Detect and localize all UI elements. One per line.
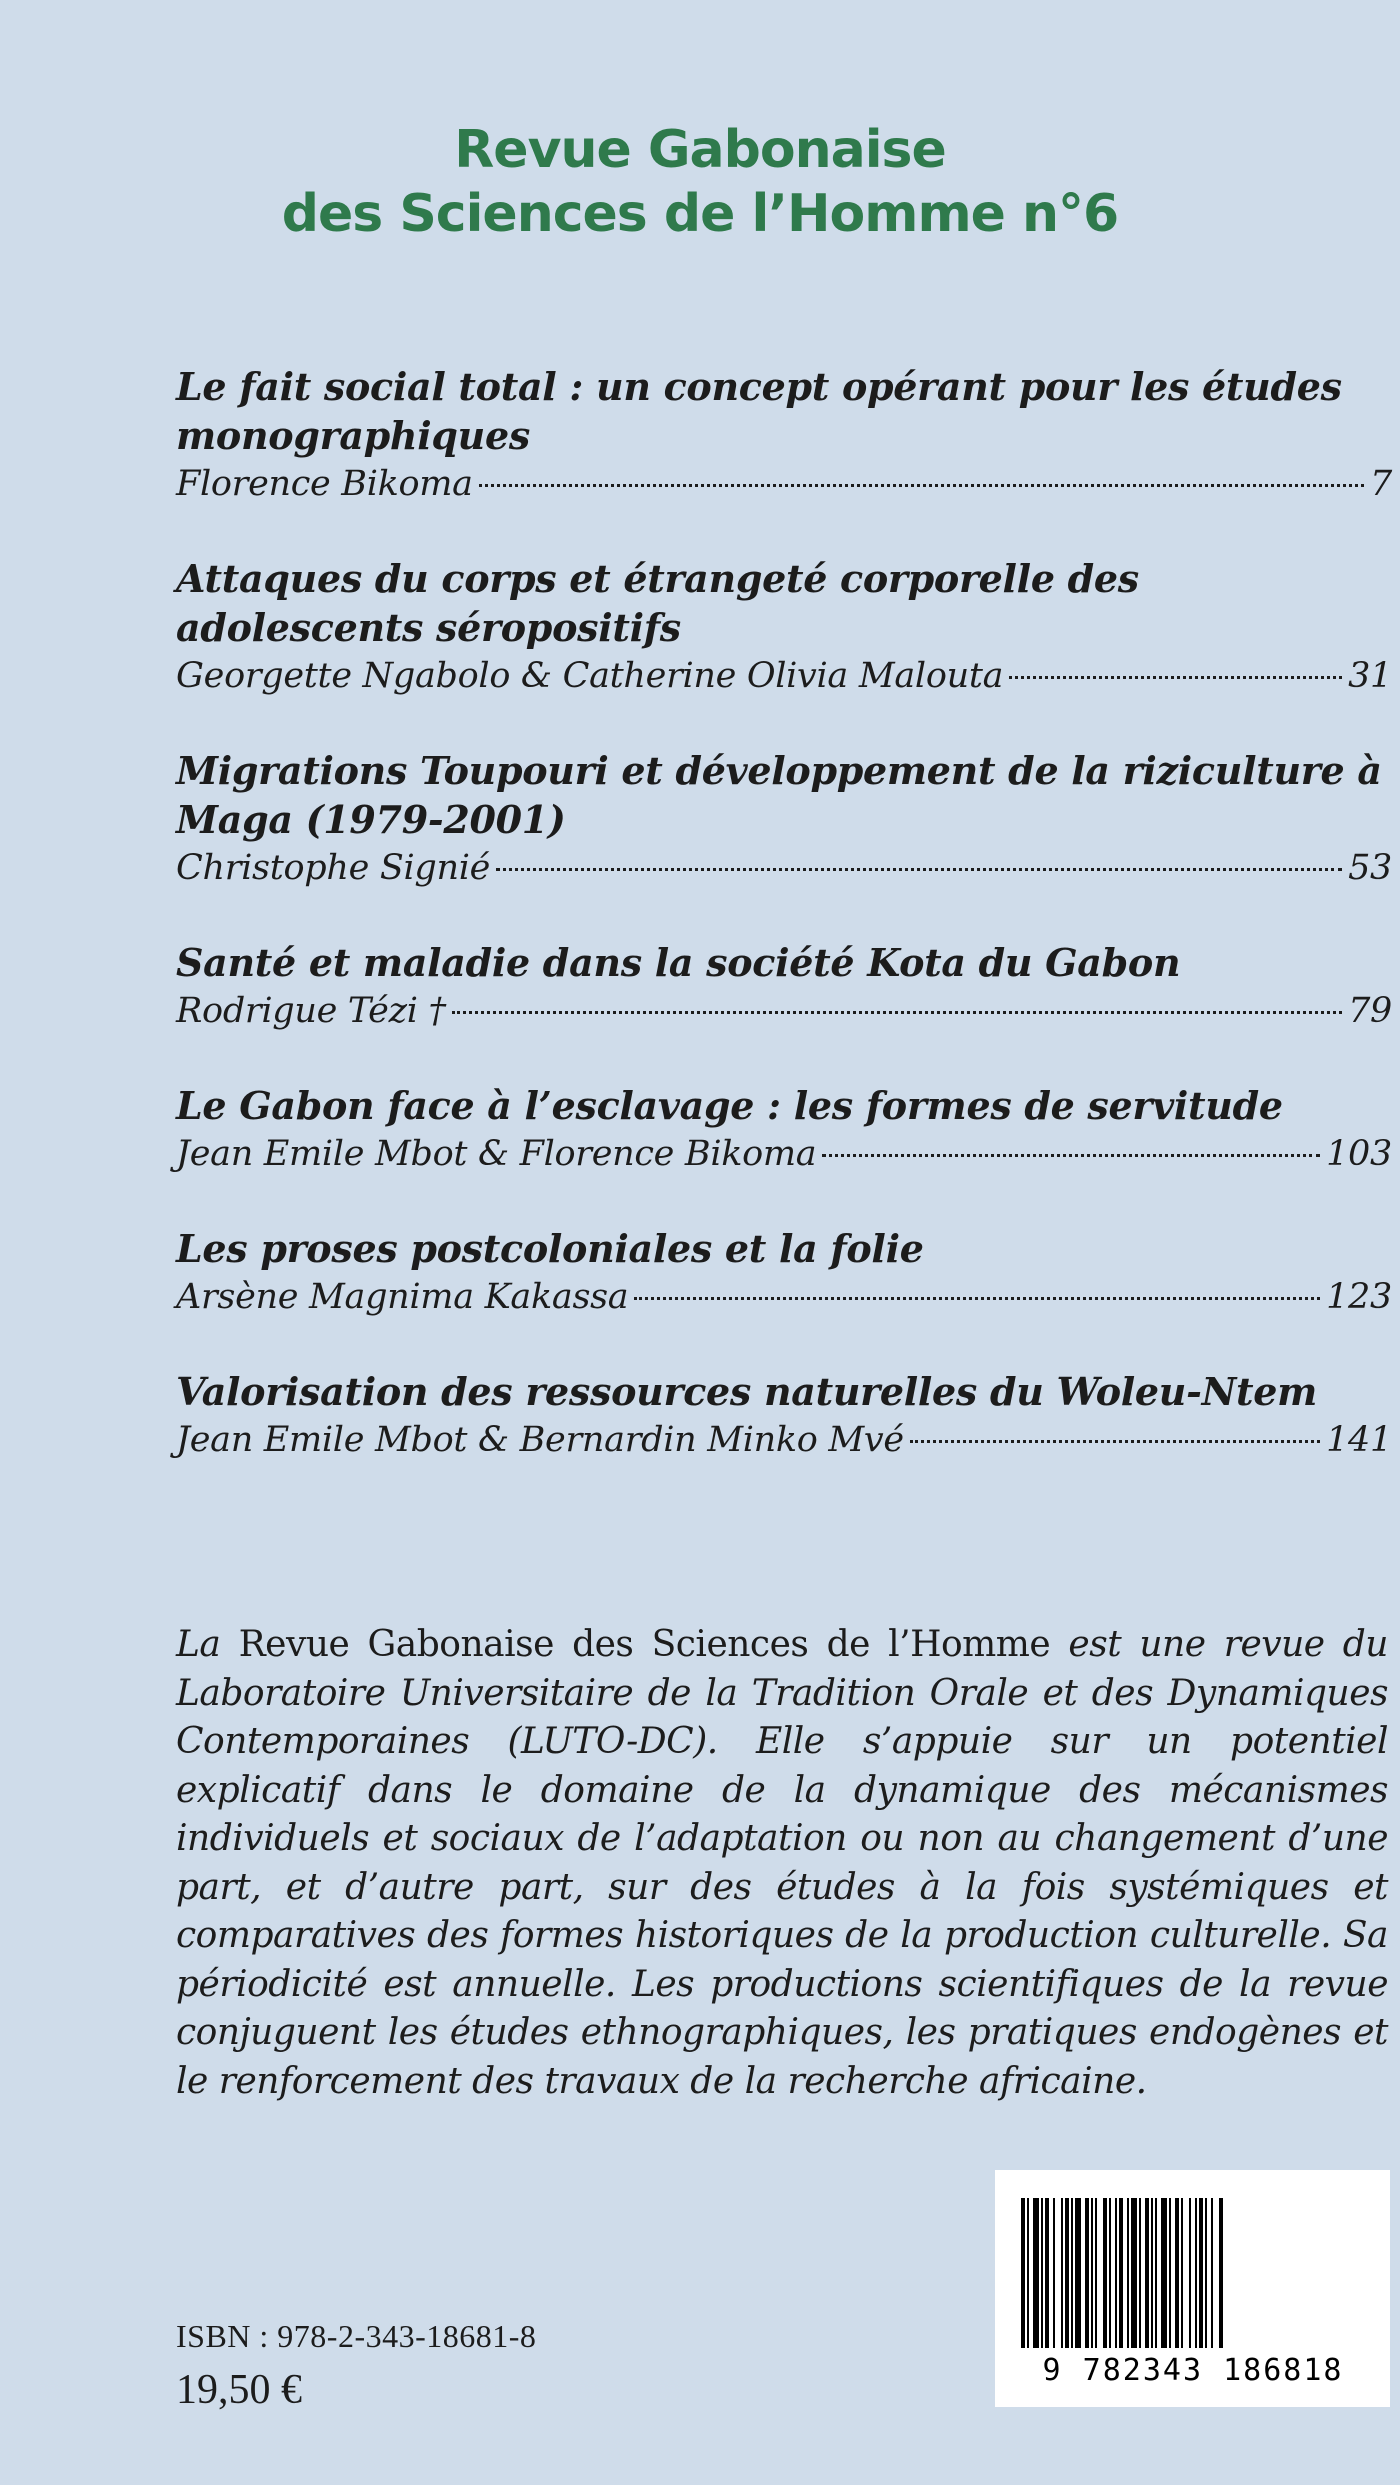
toc-entry <box>176 1367 1392 1464</box>
barcode-bar <box>1027 2198 1029 2348</box>
barcode-bar <box>1085 2198 1089 2348</box>
toc-entry <box>176 554 1392 700</box>
journal-description <box>176 1621 1388 2106</box>
barcode-bar <box>1181 2198 1183 2348</box>
barcode-digits: 9 782343 186818 <box>1042 2353 1344 2388</box>
toc-entry <box>176 746 1392 892</box>
article-title: Attaques du corps et étrangeté corporelle des adolescents séropositifs <box>176 556 1139 650</box>
barcode-bar <box>1075 2198 1081 2348</box>
barcode-bar <box>1131 2198 1137 2348</box>
barcode-bar <box>1175 2198 1179 2348</box>
article-author: Arsène Magnima Kakassa <box>176 1277 629 1317</box>
description-text: est une revue du Laboratoire Universitaire de la Tradition Orale et des Dynamiques Contemporaines (LUTO-DC). Elle s’appuie sur un potentiel explicatif dans le domaine de la dynamique des mécanismes individuels et sociaux de l’adaptation ou non au changement d’une part, et d’autre part, sur des études à la fois systémiques et comparatives des formes historiques de la production culturelle. Sa périodicité est annuelle. Les productions scientifiques de la revue conjuguent les études ethnographiques, les pratiques endogènes et le renforcement des travaux de la recherche africaine. <box>176 1624 1388 2102</box>
barcode-bar <box>1061 2198 1063 2348</box>
page-number: 7 <box>1370 464 1392 504</box>
barcode-bar <box>1145 2198 1149 2348</box>
article-title: Migrations Toupouri et développement de la riziculture à Maga (1979-2001) <box>176 748 1382 842</box>
barcode-bar <box>1189 2198 1191 2348</box>
barcode-bar <box>1065 2198 1069 2348</box>
dot-leader <box>910 1440 1320 1443</box>
barcode-bar <box>1071 2198 1073 2348</box>
author-line <box>176 987 1392 1035</box>
dot-leader <box>1009 676 1342 679</box>
barcode-bar <box>1211 2198 1213 2348</box>
table-of-contents <box>176 362 1392 1510</box>
page-number: 123 <box>1326 1277 1392 1317</box>
description-lead: La <box>176 1624 221 1665</box>
barcode-bar <box>1103 2198 1107 2348</box>
barcode-bar <box>1169 2198 1171 2348</box>
barcode-bar <box>1139 2198 1141 2348</box>
barcode-bar <box>1045 2198 1049 2348</box>
author-line <box>176 844 1392 892</box>
barcode-bar <box>1091 2198 1093 2348</box>
page-number: 103 <box>1326 1134 1392 1174</box>
barcode-bar <box>1199 2198 1203 2348</box>
page-number: 53 <box>1348 848 1392 888</box>
barcode-bars <box>1017 2198 1369 2348</box>
barcode-bar <box>1041 2198 1043 2348</box>
barcode-bar <box>1195 2198 1197 2348</box>
page-number: 31 <box>1348 656 1392 696</box>
article-author: Georgette Ngabolo & Catherine Olivia Malouta <box>176 656 1004 696</box>
barcode-bar <box>1219 2198 1223 2348</box>
dot-leader <box>822 1154 1320 1157</box>
article-title: Le fait social total : un concept opérant pour les études monographiques <box>176 364 1342 458</box>
dot-leader <box>479 484 1364 487</box>
toc-entry <box>176 938 1392 1035</box>
barcode <box>995 2170 1390 2407</box>
barcode-bar <box>1127 2198 1129 2348</box>
barcode-bar <box>1155 2198 1157 2348</box>
title-line-2: des Sciences de l’Homme n°6 <box>281 184 1119 244</box>
dot-leader <box>452 1011 1342 1014</box>
author-line <box>176 652 1392 700</box>
barcode-bar <box>1161 2198 1167 2348</box>
author-line <box>176 1416 1392 1464</box>
journal-title <box>0 118 1400 246</box>
article-title: Les proses postcoloniales et la folie <box>176 1226 924 1271</box>
author-line <box>176 1273 1392 1321</box>
barcode-bar <box>1119 2198 1123 2348</box>
barcode-bar <box>1109 2198 1111 2348</box>
barcode-bar <box>1151 2198 1153 2348</box>
article-author: Jean Emile Mbot & Bernardin Minko Mvé <box>176 1420 904 1460</box>
toc-entry <box>176 1224 1392 1321</box>
author-line <box>176 460 1392 508</box>
barcode-bar <box>1021 2198 1025 2348</box>
article-author: Rodrigue Tézi † <box>176 991 446 1031</box>
page-number: 141 <box>1326 1420 1392 1460</box>
author-line <box>176 1130 1392 1178</box>
barcode-bar <box>1095 2198 1097 2348</box>
toc-entry <box>176 362 1392 508</box>
article-author: Florence Bikoma <box>176 464 473 504</box>
toc-entry <box>176 1081 1392 1178</box>
title-line-1: Revue Gabonaise <box>454 120 946 180</box>
barcode-bar <box>1205 2198 1207 2348</box>
price: 19,50 € <box>176 2367 302 2413</box>
barcode-bar <box>1033 2198 1039 2348</box>
article-title: Santé et maladie dans la société Kota du Gabon <box>176 940 1181 985</box>
barcode-bar <box>1053 2198 1055 2348</box>
article-author: Jean Emile Mbot & Florence Bikoma <box>176 1134 817 1174</box>
article-title: Le Gabon face à l’esclavage : les formes de servitude <box>176 1083 1283 1128</box>
dot-leader <box>496 868 1342 871</box>
article-title: Valorisation des ressources naturelles du Woleu-Ntem <box>176 1369 1318 1414</box>
page-number: 79 <box>1348 991 1392 1031</box>
article-author: Christophe Signié <box>176 848 491 888</box>
journal-name: Revue Gabonaise des Sciences de l’Homme <box>238 1624 1051 1665</box>
dot-leader <box>634 1297 1320 1300</box>
isbn: ISBN : 978-2-343-18681-8 <box>176 2318 537 2354</box>
barcode-bar <box>1115 2198 1117 2348</box>
